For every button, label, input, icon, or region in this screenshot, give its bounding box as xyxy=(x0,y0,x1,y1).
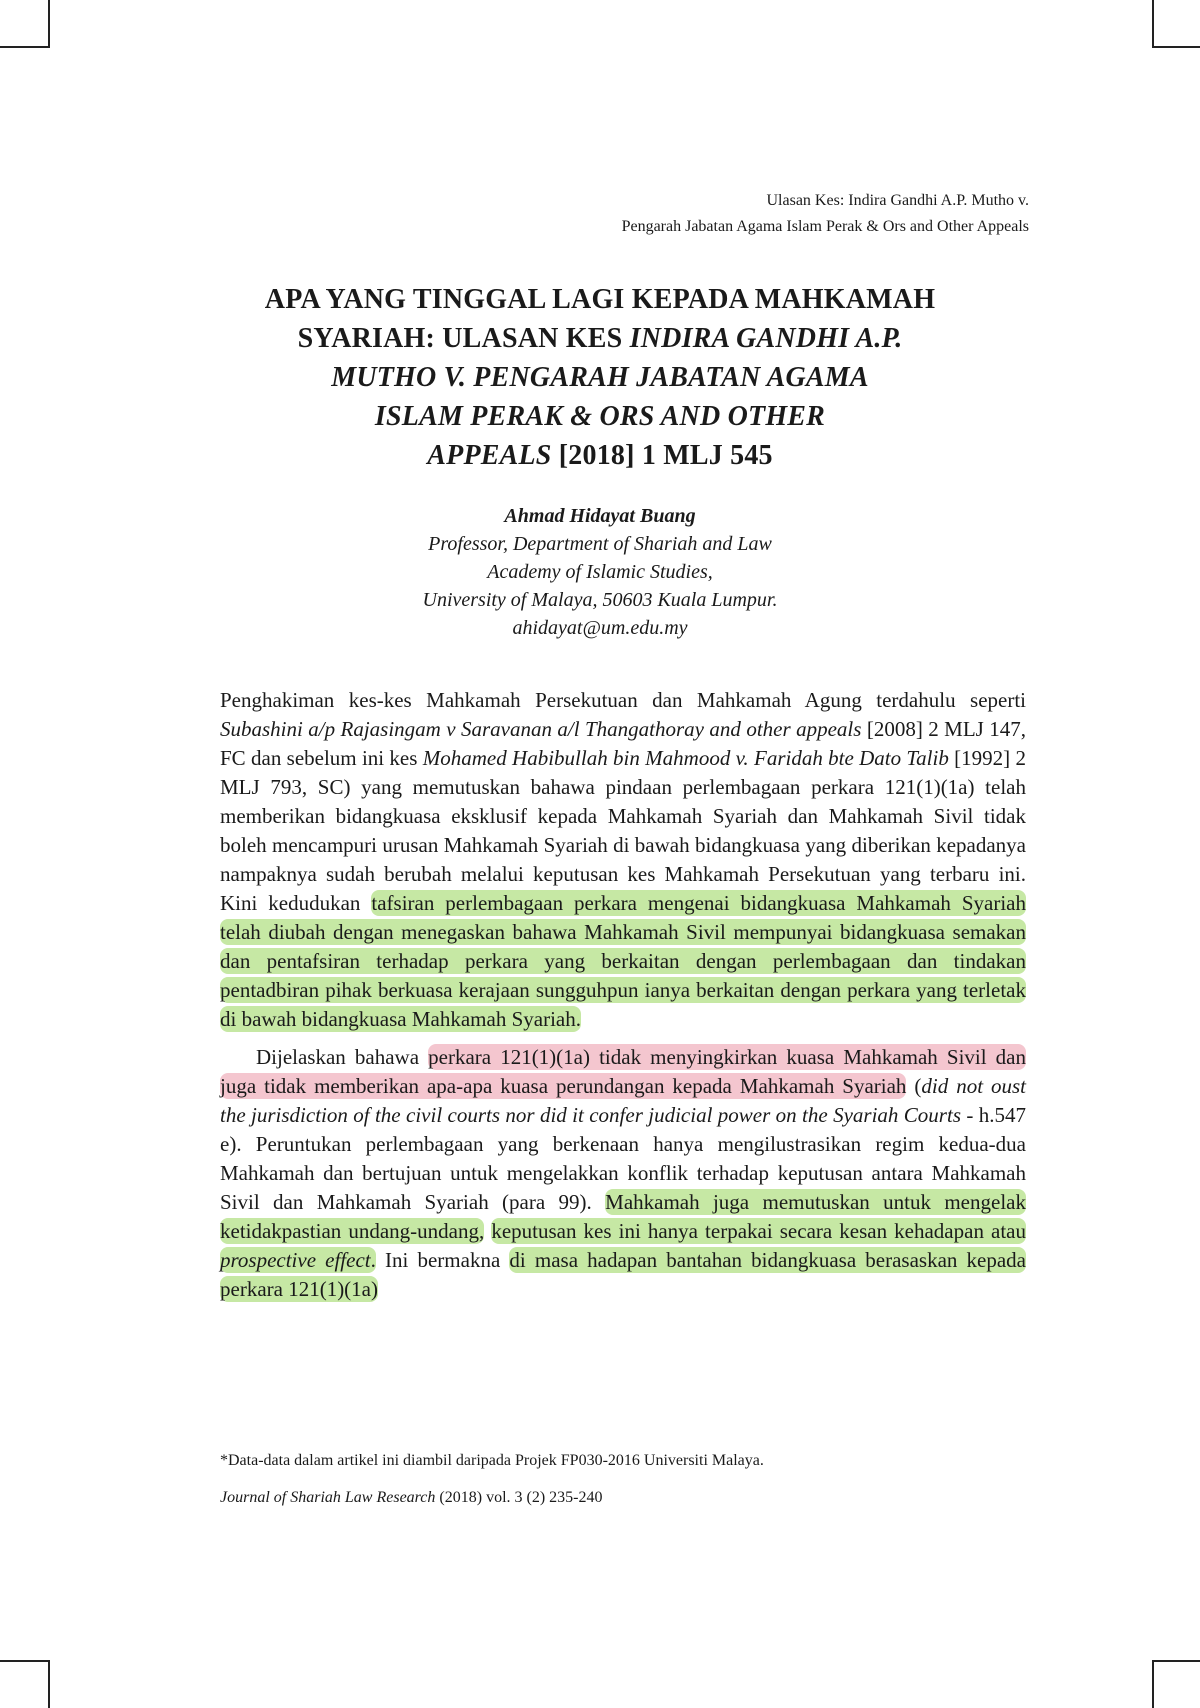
journal-name: Journal of Shariah Law Research xyxy=(220,1489,436,1506)
paragraph-2-text: - h.547 e). Peruntukan perlembagaan yang berkenaan hanya mengilustrasikan regim kedua-dua Mahkamah dan bertujuan untuk mengelakkan konflik terhadap keputusan antara Mahkamah Sivil dan Mahkamah Syariah (para 99). xyxy=(220,1103,1027,1214)
paragraph-1-text: [1992] 2 MLJ 793, SC) yang memutuskan bahawa pindaan perlembagaan perkara 121(1)(1a) telah memberikan bidangkuasa eksklusif kepada Mahkamah Syariah dan Mahkamah Sivil tidak boleh mencampuri urusan Mahkamah Syariah di bawah bidangkuasa yang diberikan kepadanya nampaknya sudah berubah melalui keputusan kes Mahkamah Persekutuan yang terbaru ini. Kini kedudukan xyxy=(220,746,1026,915)
title-line-2-case-name: INDIRA GANDHI A.P. xyxy=(629,323,903,354)
author-position: Professor, Department of Shariah and Law xyxy=(428,533,772,555)
footnote: *Data-data dalam artikel ini diambil daripada Projek FP030-2016 Universiti Malaya. xyxy=(220,1452,764,1469)
article-body xyxy=(220,686,1026,1304)
crop-mark xyxy=(1152,0,1154,48)
highlight-text: keputusan kes ini hanya terpakai secara kesan kehadapan atau xyxy=(491,1219,1026,1243)
author-university: University of Malaya, 50603 Kuala Lumpur. xyxy=(422,589,778,611)
title-line-5-citation: [2018] 1 MLJ 545 xyxy=(551,440,773,471)
crop-mark xyxy=(48,0,50,48)
title-line-4 xyxy=(0,397,1200,436)
highlight-text: . xyxy=(370,1248,376,1272)
green-highlight: di masa hadapan bantahan bidangkuasa berasaskan kepada perkara 121(1)(1a) xyxy=(220,1248,1027,1301)
paragraph-1-text: Penghakiman kes-kes Mahkamah Persekutuan dan Mahkamah Agung terdahulu seperti xyxy=(220,688,1026,712)
title-line-4-case-name: ISLAM PERAK & ORS AND OTHER xyxy=(374,401,826,432)
title-line-3-case-name: MUTHO V. PENGARAH JABATAN AGAMA xyxy=(331,362,869,393)
running-head xyxy=(622,188,1029,240)
title-line-2-text: SYARIAH: ULASAN KES xyxy=(297,323,630,354)
green-highlight: Mahkamah juga memutuskan untuk mengelak ketidakpastian undang-undang, xyxy=(220,1190,1026,1243)
crop-mark xyxy=(1152,46,1200,48)
author-block xyxy=(0,502,1200,642)
title-line-5-case-name: APPEALS xyxy=(427,440,552,471)
title-line-5 xyxy=(0,436,1200,475)
paragraph-1 xyxy=(220,686,1026,1034)
crop-mark xyxy=(1152,1660,1200,1662)
crop-mark xyxy=(1152,1660,1154,1708)
running-head-line-1: Ulasan Kes: Indira Gandhi A.P. Mutho v. xyxy=(766,192,1029,209)
article-title xyxy=(0,280,1200,475)
paragraph-2-text: Dijelaskan bahawa xyxy=(256,1045,429,1069)
author-name: Ahmad Hidayat Buang xyxy=(504,505,696,527)
journal-volume: (2018) vol. 3 (2) 235-240 xyxy=(435,1489,603,1506)
title-line-3 xyxy=(0,358,1200,397)
crop-mark xyxy=(0,46,48,48)
running-head-line-2: Pengarah Jabatan Agama Islam Perak & Ors and Other Appeals xyxy=(621,218,1029,235)
title-line-2 xyxy=(0,319,1200,358)
title-line-1: APA YANG TINGGAL LAGI KEPADA MAHKAMAH xyxy=(264,284,936,315)
case-citation: Subashini a/p Rajasingam v Saravanan a/l Thangathoray and other appeals xyxy=(220,717,862,741)
journal-citation xyxy=(220,1487,603,1509)
green-highlight: tafsiran perlembagaan perkara mengenai bidangkuasa Mahkamah Syariah telah diubah dengan menegaskan bahawa Mahkamah Sivil mempunyai bidangkuasa semakan dan pentafsiran terhadap perkara yang berkaitan dengan perlembagaan dan tindakan pentadbiran pihak berkuasa kerajaan sungguhpun ianya berkaitan dengan perkara yang terletak di bawah bidangkuasa Mahkamah Syariah. xyxy=(220,891,1026,1031)
paragraph-1-text: [2008] 2 MLJ 147, FC dan sebelum ini kes xyxy=(220,717,1026,770)
pink-highlight: perkara 121(1)(1a) tidak menyingkirkan kuasa Mahkamah Sivil dan juga tidak memberikan apa-apa kuasa perundangan kepada Mahkamah Syariah xyxy=(220,1045,1026,1098)
paragraph-2-text: ( xyxy=(906,1074,922,1098)
author-academy: Academy of Islamic Studies, xyxy=(487,561,713,583)
highlight-italic-text: prospective effect xyxy=(220,1248,371,1272)
paragraph-2-text: Ini bermakna xyxy=(375,1248,510,1272)
crop-mark xyxy=(0,1660,48,1662)
case-citation: Mohamed Habibullah bin Mahmood v. Faridah bte Dato Talib xyxy=(422,746,949,770)
crop-mark xyxy=(48,1660,50,1708)
english-quote: did not oust the jurisdiction of the civil courts nor did it confer judicial power on the Syariah Courts xyxy=(220,1074,1027,1127)
author-email: ahidayat@um.edu.my xyxy=(512,617,688,639)
paragraph-2 xyxy=(220,1043,1026,1304)
